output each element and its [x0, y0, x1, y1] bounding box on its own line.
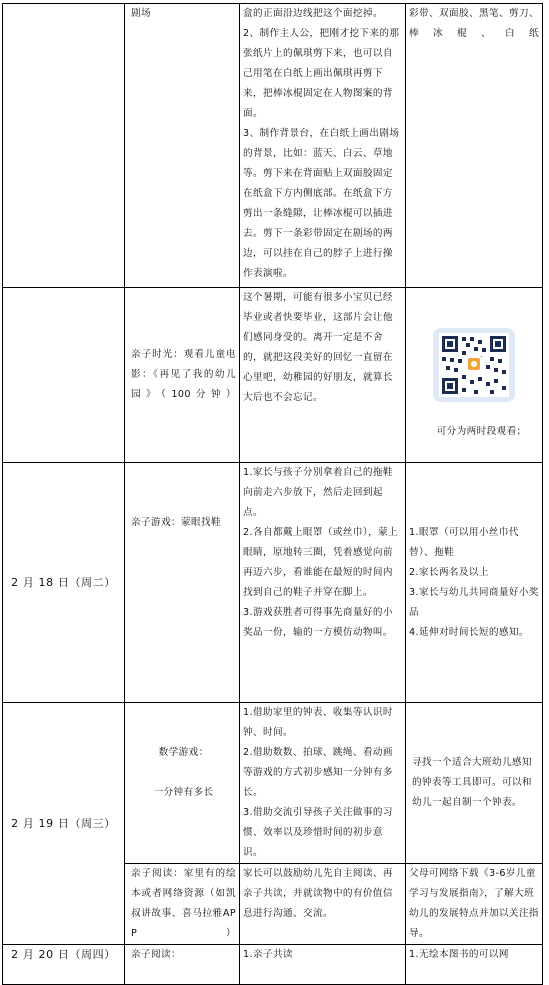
date-cell: 2 月 18 日（周二） — [3, 463, 125, 703]
table-row — [3, 945, 543, 985]
materials-cell: 1.无绘本图书的可以网 — [406, 945, 543, 985]
activity-cell: 剧场 — [125, 4, 240, 288]
materials-cell: 寻找一个适合大班幼儿感知的钟表等工具即可。可以和幼儿一起自制一个钟表。 — [406, 703, 543, 864]
activity-label-line1: 数学游戏： — [158, 747, 209, 758]
activity-cell: 亲子游戏：蒙眼找鞋 — [125, 463, 240, 703]
content-cell: 1.亲子共读 — [240, 945, 406, 985]
activity-cell — [125, 703, 240, 864]
activity-cell: 亲子阅读：家里有的绘本或者网络资源（如凯叔讲故事、喜马拉雅APP） — [125, 864, 240, 945]
content-cell: 这个暑期，可能有很多小宝贝已经毕业或者快要毕业，这部片会让他们感同身受的。离开一定是不舍的，就把这段美好的回忆一直留在心里吧，幼稚园的好朋友，就算长大后也不会忘记。 — [240, 288, 406, 463]
activity-schedule-table — [2, 3, 543, 985]
content-cell: 家长可以鼓励幼儿先自主阅读、再亲子共读，并就读物中的有价值信息进行沟通、交流。 — [240, 864, 406, 945]
date-cell: 2 月 19 日（周三） — [3, 703, 125, 945]
materials-cell: 彩带、双面胶、黑笔、剪刀、棒冰棍、白纸 — [406, 4, 543, 288]
materials-cell: 1.眼罩（可以用小丝巾代替）、拖鞋 2.家长两名及以上 3.家长与幼儿共同商量好小奖品 4.延伸对时间长短的感知。 — [406, 463, 543, 703]
activity-cell: 亲子时光：观看儿童电影：《再见了我的幼儿园》（100分钟） — [125, 288, 240, 463]
table-row — [3, 463, 543, 703]
materials-cell — [406, 288, 543, 463]
table-row — [3, 288, 543, 463]
activity-cell: 亲子阅读： — [125, 945, 240, 985]
content-cell: 1.借助家里的钟表、收集等认识时钟、时间。 2.借助数数、拍球、跳绳、看动画等游戏的方式初步感知一分钟有多长。 3.借助交流引导孩子关注做事的习惯、效率以及珍惜时间的初步意识。 — [240, 703, 406, 864]
content-cell: 1.家长与孩子分别拿着自己的拖鞋向前走六步放下，然后走回到起点。 2.各自都戴上眼罩（或丝巾），蒙上眼睛，原地转三圈，凭着感觉向前再迈六步，看谁能在最短的时间内找到自己的鞋子并穿在脚上。 3.游戏获胜者可得事先商量好的小奖品一份，输的一方模仿动物叫。 — [240, 463, 406, 703]
activity-label-line2: 一分钟有多长 — [153, 787, 214, 798]
materials-note: 可分为两时段观看； — [436, 426, 527, 437]
date-cell: 2 月 20 日（周四） — [3, 945, 125, 985]
qr-code-icon[interactable] — [433, 328, 515, 402]
date-cell — [3, 4, 125, 288]
table-row — [3, 4, 543, 288]
table-row — [3, 703, 543, 864]
date-cell — [3, 288, 125, 463]
content-cell: 盒的正面沿边线把这个面挖掉。 2、制作主人公，把刚才挖下来的那张纸片上的佩琪剪下来，也可以自己用笔在白纸上画出佩琪再剪下来，把棒冰棍固定在人物图案的背面。 3、制作背景台，在白纸上画出剧场的背景，比如：蓝天、白云、草地等。剪下来在背面贴上双面胶固定在纸盒下方内侧底部。在纸盒下方剪出一条缝隙，让棒冰棍可以插进去。剪下一条彩带固定在剧场的两边，可以挂在自己的脖子上进行操作表演啦。 — [240, 4, 406, 288]
materials-cell: 父母可网络下载《3-6岁儿童学习与发展指南》，了解大班幼儿的发展特点并加以关注指导。 — [406, 864, 543, 945]
